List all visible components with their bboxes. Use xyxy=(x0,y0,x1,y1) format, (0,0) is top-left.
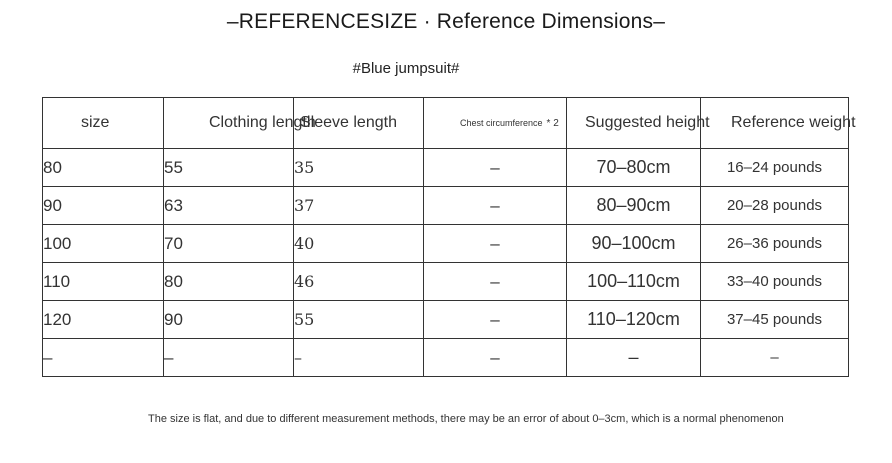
cell-suggested-height: 90–100cm xyxy=(567,225,701,263)
cell-sleeve-length: 40 xyxy=(294,225,424,263)
cell-chest: – xyxy=(424,225,567,263)
cell-reference-weight: 37–45 pounds xyxy=(701,301,849,339)
table-header-row xyxy=(43,98,849,149)
cell-chest: – xyxy=(424,263,567,301)
cell-suggested-height: 80–90cm xyxy=(567,187,701,225)
cell-clothing-length: 63 xyxy=(164,187,294,225)
header-size: size xyxy=(43,98,164,149)
cell-clothing-length: 90 xyxy=(164,301,294,339)
table-row xyxy=(43,149,849,187)
cell-reference-weight: 33–40 pounds xyxy=(701,263,849,301)
table-row xyxy=(43,301,849,339)
header-suggested-height: Suggested height xyxy=(567,98,701,149)
cell-sleeve-length: 37 xyxy=(294,187,424,225)
cell-chest: – xyxy=(424,187,567,225)
table-row xyxy=(43,263,849,301)
product-subtitle: #Blue jumpsuit# xyxy=(352,60,460,77)
cell-chest: – xyxy=(424,339,567,377)
header-chest-multiplier: * 2 xyxy=(546,117,559,129)
cell-size: – xyxy=(43,339,164,377)
size-chart-table xyxy=(42,97,856,377)
cell-sleeve-length: – xyxy=(294,339,424,377)
cell-clothing-length: 70 xyxy=(164,225,294,263)
cell-suggested-height: 100–110cm xyxy=(567,263,701,301)
cell-reference-weight: – xyxy=(701,339,849,377)
cell-clothing-length: 55 xyxy=(164,149,294,187)
cell-reference-weight: 16–24 pounds xyxy=(701,149,849,187)
cell-size: 120 xyxy=(43,301,164,339)
header-sleeve-length: Sleeve length xyxy=(294,98,424,149)
cell-chest: – xyxy=(424,301,567,339)
cell-suggested-height: 110–120cm xyxy=(567,301,701,339)
header-clothing-length: Clothing length xyxy=(164,98,294,149)
cell-sleeve-length: 35 xyxy=(294,149,424,187)
cell-size: 100 xyxy=(43,225,164,263)
cell-reference-weight: 26–36 pounds xyxy=(701,225,849,263)
header-chest-circumference xyxy=(424,98,567,149)
header-reference-weight: Reference weight xyxy=(701,98,849,149)
header-chest-label: Chest circumference xyxy=(460,117,543,128)
measurement-note: The size is flat, and due to different measurement methods, there may be an error of about 0–3cm, which is a normal phenomenon xyxy=(148,413,784,425)
cell-sleeve-length: 55 xyxy=(294,301,424,339)
cell-size: 80 xyxy=(43,149,164,187)
table-row xyxy=(43,339,849,377)
cell-sleeve-length: 46 xyxy=(294,263,424,301)
cell-size: 90 xyxy=(43,187,164,225)
table-row xyxy=(43,187,849,225)
cell-suggested-height: 70–80cm xyxy=(567,149,701,187)
cell-suggested-height: – xyxy=(567,339,701,377)
cell-chest: – xyxy=(424,149,567,187)
cell-reference-weight: 20–28 pounds xyxy=(701,187,849,225)
cell-clothing-length: 80 xyxy=(164,263,294,301)
page-title: –REFERENCESIZE · Reference Dimensions– xyxy=(226,10,666,33)
cell-clothing-length: – xyxy=(164,339,294,377)
cell-size: 110 xyxy=(43,263,164,301)
table-row xyxy=(43,225,849,263)
